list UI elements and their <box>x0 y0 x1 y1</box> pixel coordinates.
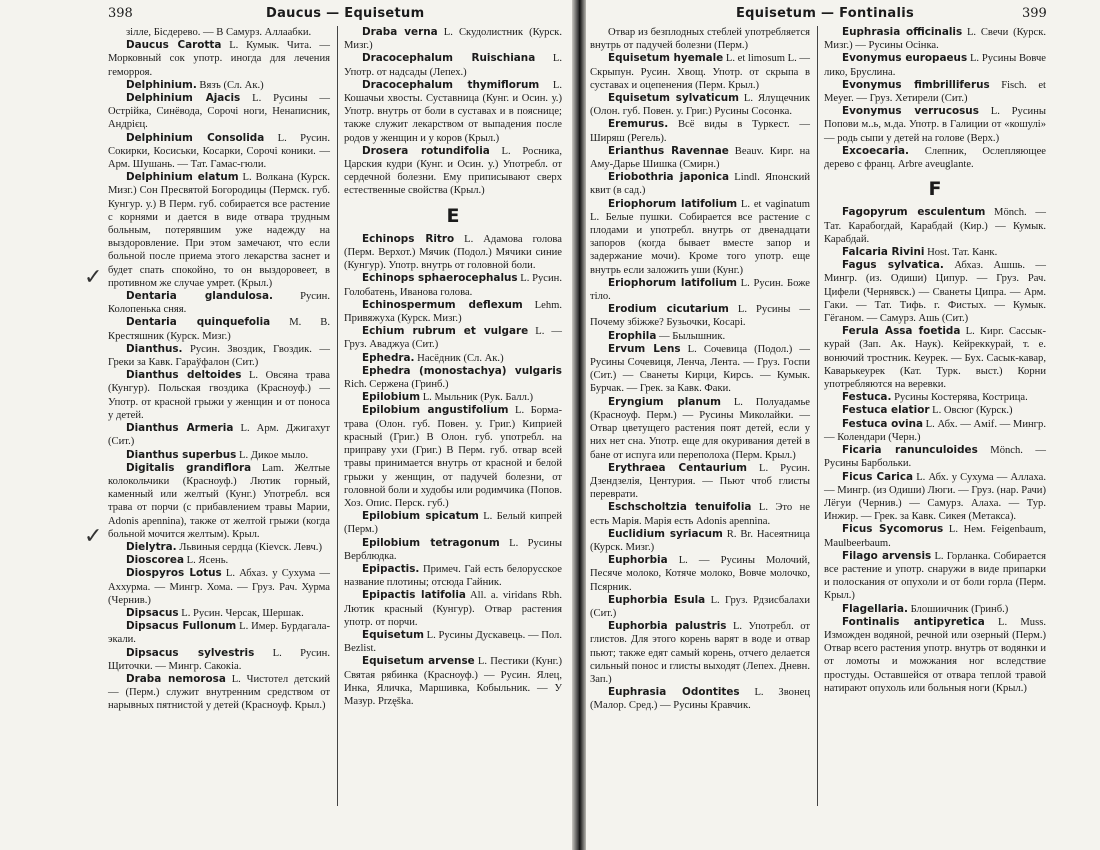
entry-text: Русин. Колопенька сняя. <box>108 291 330 316</box>
entry-headword: Dioscorea <box>126 554 184 567</box>
entry-text: Абхаз. Ашшь. — Мингр. (из. Одиши) Ципур. — Груз. Рач. Цифели (Чернявск.) — Сванеты Ципра. — Арм. Гаки. — Тат. Тифь. г. Фистых. — Кумык. Гёганом. — Самурз. Ашь (Сит.) <box>824 260 1046 325</box>
entry-text: Fisch. et Meyer. — Груз. Хетирели (Сит.) <box>824 79 1046 105</box>
entry-headword: Eremurus. <box>608 118 669 131</box>
entry-headword: Ervum Lens <box>608 342 681 355</box>
running-head-left: Daucus — Equisetum <box>266 6 425 21</box>
entry-text: L. Ясень. <box>186 555 229 567</box>
entry-text: L. Абхаз. у Сухума — Аххурма. — Мингр. Хома. — Груз. Рач. Хурма (Чернив.) <box>108 568 330 606</box>
entry-headword: Dipsacus <box>126 606 179 619</box>
dictionary-entry <box>590 330 810 343</box>
entry-headword: Dianthus superbus <box>126 448 237 461</box>
entry-headword: Evonymus europaeus <box>842 52 968 65</box>
dictionary-entry <box>108 290 330 316</box>
entry-text: L. Muss. Изможден водяной, речной или озерный (Перм.) Отвар всего растения употр. внутрь от водянки и от ломоты и можжания ног вследствие простуды. Оставшейся от отвара теплой травой натирают опухоль или больныя ноги (Крыл.) <box>824 616 1046 694</box>
dictionary-entry <box>590 26 810 52</box>
entry-text: Львиныя сердца (Кievск. Левч.) <box>179 541 322 553</box>
dictionary-entry <box>824 471 1046 524</box>
entry-headword: Dielytra. <box>126 540 177 553</box>
dictionary-entry <box>344 79 562 145</box>
dictionary-entry <box>344 26 562 52</box>
dictionary-entry <box>824 246 1046 259</box>
entry-headword: Echium rubrum et vulgare <box>362 325 529 338</box>
entry-headword: Drosera rotundifolia <box>362 144 490 157</box>
dictionary-entry <box>590 198 810 277</box>
entry-text: L. et limosum L. — Скрыпун. Русин. Хвощ. Употр. от скрыпа в суставах и оцепенения (Перм. Крыл.) <box>590 53 811 91</box>
entry-text: L. Абх. у Сухума — Аллаха. — Мингр. (из Одиши) Люги. — Груз. (нар. Рачи) Лёгуи (Чернив.) — Самурз. Алаха. — Тур. Инжир. — Грек. за Кавк. Сикея (Метакса). <box>824 471 1046 523</box>
dictionary-entry <box>590 343 810 396</box>
entry-headword: Ephedra. <box>362 351 415 364</box>
entry-headword: Euclidium syriacum <box>608 527 723 540</box>
dictionary-entry <box>108 79 330 92</box>
dictionary-entry <box>590 52 810 92</box>
entry-text: L. Кумык. Чита. — Морковный сок употр. иногда для лечения геморроя. <box>108 40 330 78</box>
dictionary-entry <box>344 629 562 655</box>
column-divider <box>337 26 338 806</box>
entry-headword: Dianthus Armeria <box>126 422 234 435</box>
entry-text: L. Русины Попови м..ь, м.да. Употр. в Галиции от «кошулі» — родь сыпи у детей на голове (Верх.) <box>824 106 1046 144</box>
entry-text: M. B. Крестяшник (Курск. Мизг.) <box>108 317 330 342</box>
entry-text: L. Русин. Боже тіло. <box>590 277 810 303</box>
dictionary-entry <box>108 422 330 448</box>
dictionary-entry <box>108 132 330 172</box>
dictionary-entry <box>108 607 330 620</box>
dictionary-entry <box>590 145 810 171</box>
dictionary-entry <box>590 686 810 712</box>
dictionary-entry <box>590 171 810 197</box>
entry-text: L. Употребл. от глистов. Для этого корень варят в воде и отвар пьют; также едят самый корень, отчего делается сильный понос и глисты выходят (Лепех. Дневн. Зап.) <box>590 621 810 685</box>
dictionary-entry <box>824 105 1046 145</box>
entry-headword: Dentaria glandulosa. <box>126 290 273 303</box>
entry-headword: Euphorbia <box>608 554 668 567</box>
handwritten-check-mark: ✓ <box>84 265 103 290</box>
entry-headword: Erianthus Ravennae <box>608 144 729 157</box>
entry-text: Lehm. Привяжуха (Курск. Мизг.) <box>344 299 562 325</box>
entry-headword: Eryngium planum <box>608 395 722 408</box>
entry-text: Rich. Сержена (Гринб.) <box>344 379 449 391</box>
dictionary-entry <box>590 620 810 686</box>
entry-text: L. Русин. Дзендзелія, Центурия. — Пьют чтоб глисты переврати. <box>590 462 810 501</box>
entry-text: L. Груз. Рдзисбалахи (Сит.) <box>590 594 811 619</box>
right-column-2 <box>824 26 1046 695</box>
dictionary-entry <box>590 118 810 144</box>
entry-text: — Былышник. <box>659 330 726 342</box>
entry-headword: Evonymus fimbrilliferus <box>842 78 990 91</box>
entry-text: L. Мыльник (Рук. Балл.) <box>422 392 534 404</box>
entry-headword: Festuca. <box>842 391 892 404</box>
dictionary-entry <box>344 352 562 365</box>
entry-headword: Dianthus. <box>126 342 183 355</box>
dictionary-entry <box>590 92 810 118</box>
dictionary-entry <box>590 277 810 303</box>
entry-text: L. Кирг. Сассык-курай (Зап. Ак. Наук). Кейреккурай, т. е. вонючий тростник. Кеурек. — Бух. Сасык-кавар, Каварькеурек (Кат. Турк. выст.) Корни употребляются на веревки. <box>824 326 1046 391</box>
entry-text: L. Русины Вовче лико, Бруслина. <box>824 53 1046 78</box>
entry-headword: Eriobothria japonica <box>608 171 730 184</box>
entry-text: Слепник, Ослепляющее дерево с франц. Arbre aveuglante. <box>824 145 1046 171</box>
column-divider <box>817 26 818 806</box>
entry-text: зілле, Бісдерево. — В Самурз. Аллаабки. <box>126 27 312 38</box>
dictionary-entry <box>108 673 330 713</box>
dictionary-entry <box>108 26 330 39</box>
page-number-right: 399 <box>1022 6 1047 21</box>
entry-headword: Eschscholtzia tenuifolia <box>608 501 752 514</box>
dictionary-entry <box>590 528 810 554</box>
entry-headword: Erophila <box>608 329 657 342</box>
entry-headword: Fagus sylvatica. <box>842 259 944 272</box>
entry-text: L. Пестики (Кунг.) Святая рябинка (Красноуф.) — Русин. Ялец, Инка, Яличка, Маршивка, Кобыльник. — У Мазур. Przęška. <box>344 656 562 707</box>
entry-text: L. Горланка. Собирается все растение и употр. снаружи в виде припарки и полоскания от опухоли и от боли горла (Перм. Крыл.) <box>824 550 1047 602</box>
entry-text: L. Русин. Щиточки. — Мингр. Сакокіа. <box>108 647 330 672</box>
left-column-2 <box>344 26 562 708</box>
dictionary-entry <box>824 523 1046 549</box>
dictionary-entry <box>824 26 1046 52</box>
entry-headword: Delphinium elatum <box>126 171 239 184</box>
dictionary-entry <box>344 272 562 298</box>
entry-headword: Draba verna <box>362 26 438 38</box>
entry-headword: Echinops sphaerocephalus <box>362 272 518 285</box>
dictionary-entry <box>108 462 330 541</box>
dictionary-entry <box>344 655 562 708</box>
dictionary-entry <box>108 171 330 290</box>
entry-headword: Daucus Carotta <box>126 39 222 52</box>
entry-headword: Euphorbia Esula <box>608 593 706 606</box>
entry-headword: Equisetum hyemale <box>608 52 724 65</box>
entry-headword: Flagellaria. <box>842 602 908 615</box>
section-letter: F <box>928 178 942 201</box>
dictionary-entry <box>590 462 810 502</box>
entry-text: L. Борма-трава (Олон. губ. Повен. у. Григ.) Киприей красный (Григ.) В Олон. губ. употребл. на приправу ухи (Григ.) В Перм. губ. отвар всей травы принимается внутрь от красной и белой грыжи у женщин, от падучей болезни, от головной боли и худобы или родимчика (Попов. Хоз. Опис. Перск. губ.) <box>344 405 562 509</box>
dictionary-entry <box>344 145 562 198</box>
entry-headword: Dipsacus Fullonum <box>126 620 237 633</box>
dictionary-entry <box>344 391 562 404</box>
dictionary-entry <box>824 616 1046 695</box>
dictionary-entry <box>344 510 562 536</box>
entry-text: L. Употр. от надсады (Лепех.) <box>344 53 562 78</box>
entry-text: Русины Костерява, Кострица. <box>894 392 1028 404</box>
entry-headword: Epilobium tetragonum <box>362 536 500 549</box>
entry-headword: Fagopyrum esculentum <box>842 206 986 219</box>
entry-text: L. Кошачьи хвосты. Суставница (Кунг. и Осин. у.) Употр. внутрь от боли в суставах и в пояснице; также служит лекарством от выпадения после родов у женщин и у коров (Крыл.) <box>344 79 562 144</box>
entry-text: L. Овсюг (Курск.) <box>932 405 1013 417</box>
entry-text: L. Росника, Царския кудри (Кунг. и Осин. у.) Употребл. от сердечной болезни. Ему приписывают сверх естественные свойства (Крыл.) <box>344 145 562 197</box>
dictionary-entry <box>824 206 1046 246</box>
dictionary-entry <box>590 396 810 462</box>
entry-text: Mönch. — Русины Барбольки. <box>824 445 1047 470</box>
entry-headword: Eriophorum latifolium <box>608 197 738 210</box>
entry-text: Отвар из безплодных стеблей употребляется внутрь от падучей болезни (Перм.) <box>590 27 810 52</box>
dictionary-entry <box>824 550 1046 603</box>
entry-text: Вязъ (Сл. Ак.) <box>199 79 264 91</box>
entry-headword: Eriophorum latifolium <box>608 276 737 289</box>
entry-text: L. Русины — Острійка, Синёвода, Сорочі ноги, Ненаписник, Андрієц. <box>108 93 330 131</box>
dictionary-entry <box>824 325 1046 391</box>
entry-headword: Ephedra (monostachya) vulgaris <box>362 364 562 377</box>
entry-text: R. Br. Насеятница (Курск. Мизг.) <box>590 528 810 553</box>
dictionary-entry <box>344 589 562 629</box>
page-number-left: 398 <box>108 6 133 21</box>
entry-headword: Erodium cicutarium <box>608 303 729 316</box>
dictionary-entry <box>344 52 562 78</box>
entry-text: L. — Русины Молочий, Песяче молоко, Котяче молоко, Вовче молочко, Псярник. <box>590 555 810 593</box>
entry-headword: Equisetum arvense <box>362 655 475 668</box>
dictionary-entry <box>108 647 330 673</box>
entry-text: L. Русины Дускавець. — Пол. Bezlist. <box>344 629 562 655</box>
dictionary-entry <box>590 554 810 594</box>
section-letter: E <box>446 204 460 227</box>
entry-text: L. Сочевица (Подол.) — Русины Сочевиця, Ленча, Лента. — Груз. Госпи (Сит.) — Сванеты Кирци, Кирсь. — Кумык. Бурчак. — Грек. за Кавк. Факи. <box>590 343 811 395</box>
entry-headword: Erythraea Centaurium <box>608 461 747 474</box>
dictionary-entry <box>824 52 1046 78</box>
dictionary-entry <box>108 541 330 554</box>
entry-headword: Falcaria Rivini <box>842 246 925 259</box>
entry-headword: Euphrasia officinalis <box>842 26 963 38</box>
dictionary-entry <box>824 145 1046 171</box>
dictionary-entry <box>108 92 330 132</box>
dictionary-entry <box>824 418 1046 444</box>
left-column-1 <box>108 26 330 713</box>
entry-text: L. Дикое мыло. <box>239 449 309 461</box>
entry-headword: Diospyros Lotus <box>126 567 222 580</box>
entry-text: All. a. viridans Rbh. Лютик красный (Кунгур). Отвар растения употр. от порчи. <box>344 590 562 628</box>
entry-text: L. Белый кипрей (Перм.) <box>344 511 562 536</box>
entry-headword: Fontinalis antipyretica <box>842 615 985 628</box>
entry-text: L. Русин. Голобатень, Иванова голова. <box>344 273 562 298</box>
entry-headword: Dianthus deltoides <box>126 369 242 382</box>
entry-text: L. Арм. Джигахут (Сит.) <box>108 423 331 448</box>
entry-headword: Draba nemorosa <box>126 672 226 685</box>
dictionary-entry <box>824 79 1046 105</box>
dictionary-entry <box>824 444 1046 470</box>
entry-text: Lam. Желтые колокольчики (Красноуф.) Лютик горный, каменный или желтый (Кунг.) Употребл. вся трава от порчи (с прибавлением травы Марии, Adonis apennina), также от желтой грыжи (когда больной мочится желтым). Крыл. <box>108 462 330 540</box>
entry-text: L. Чистотел детский — (Перм.) служит внутренним средством от нарывных пятнистой у детей (Красноуф. Крыл.) <box>108 673 330 712</box>
entry-headword: Delphinium Ajacis <box>126 92 241 105</box>
dictionary-entry <box>108 39 330 79</box>
handwritten-check-mark: ✓ <box>84 524 103 549</box>
entry-headword: Epilobium angustifolium <box>362 404 509 417</box>
entry-headword: Delphinium Consolida <box>126 131 265 144</box>
entry-text: Host. Тат. Канк. <box>927 247 998 259</box>
dictionary-entry <box>824 259 1046 325</box>
entry-headword: Epilobium spicatum <box>362 510 479 523</box>
entry-text: L. Русины — Почему збіжже? Бузьочки, Косарі. <box>590 304 811 329</box>
entry-headword: Filago arvensis <box>842 549 932 562</box>
entry-text: L. Звонец (Малор. Сред.) — Русины Кравчик. <box>590 687 810 712</box>
dictionary-entry <box>344 325 562 351</box>
entry-headword: Delphinium. <box>126 78 197 91</box>
entry-headword: Echinospermum deflexum <box>362 298 523 311</box>
entry-text: L. Скудолистник (Курск. Мизг.) <box>344 27 562 52</box>
entry-headword: Festuca elatior <box>842 404 930 417</box>
dictionary-entry <box>344 404 562 510</box>
dictionary-entry <box>590 594 810 620</box>
entry-headword: Dipsacus sylvestris <box>126 646 255 659</box>
entry-text: Русин. Звоздик, Гвоздик. — Греки за Кавк. Гараўфалон (Сит.) <box>108 343 330 369</box>
entry-headword: Ficus Sycomorus <box>842 523 944 536</box>
entry-headword: Dracocephalum Ruischiana <box>362 52 536 65</box>
dictionary-entry <box>590 501 810 527</box>
entry-text: Насёдник (Сл. Ак.) <box>417 352 504 364</box>
entry-headword: Epipactis latifolia <box>362 589 466 602</box>
book-gutter <box>572 0 586 850</box>
dictionary-entry <box>108 343 330 369</box>
right-column-1 <box>590 26 810 713</box>
dictionary-entry <box>590 303 810 329</box>
entry-text: L. Это не есть Марія. Марія есть Adonis apennina. <box>590 502 810 527</box>
entry-text: L. Волкана (Курск. Мизг.) Сон Пресвятой Богородицы (Пермск. губ. Кунгур. у.) В Перм. губ. собирается все растение с корнями и дается в виде отвара трудным больным, потерявшим уже надежду на выздоровление. При этом замечают, что если больной после приема этого лекарства заснет и будет спать спокойно, то он выздоровеет, в противном же случае умрет. (Крыл.) <box>108 172 330 289</box>
entry-text: L. Абх. — Амif. — Мингр. — Колендари (Черн.) <box>824 418 1046 443</box>
entry-headword: Ficus Carica <box>842 470 914 483</box>
running-head-right: Equisetum — Fontinalis <box>736 6 915 21</box>
entry-text: L. Русин. Черсак, Шершак. <box>181 607 304 619</box>
entry-headword: Echinops Ritro <box>362 232 455 245</box>
dictionary-entry <box>344 563 562 589</box>
entry-headword: Euphrasia Odontites <box>608 686 740 699</box>
dictionary-entry <box>108 316 330 342</box>
entry-headword: Epilobium <box>362 391 421 404</box>
entry-text: L. — Груз. Авaджуа (Сит.) <box>344 326 562 351</box>
entry-text: Примеч. Гай есть белорусское название плотины; отсюда Гайник. <box>344 563 563 589</box>
entry-text: Lindl. Японский квит (в сад.) <box>590 172 810 197</box>
dictionary-entry <box>108 449 330 462</box>
right-page <box>586 0 1100 850</box>
entry-headword: Dentaria quinquefolia <box>126 316 271 329</box>
entry-headword: Festuca ovina <box>842 417 923 430</box>
entry-text: L. Адамова голова (Перм. Верхот.) Мячик (Подол.) Мячики синие (Кунгур). Употр. внутрь от головной боли. <box>344 233 562 272</box>
entry-text: L. Ялущечник (Олон. губ. Повен. у. Григ.) Русины Сосонка. <box>590 93 810 118</box>
entry-text: L. Свечи (Курск. Мизг.) — Русины Осінка. <box>824 27 1046 52</box>
entry-text: L. Русин. Сокирки, Косиськи, Косарки, Сорочі коники. — Арм. Шушань. — Тат. Гамас-гюли. <box>108 132 330 171</box>
dictionary-entry <box>344 537 562 563</box>
entry-headword: Digitalis grandiflora <box>126 461 252 474</box>
dictionary-entry <box>344 365 562 391</box>
entry-text: L. Нем. Feigenbaum, Maulbeerbaum. <box>824 524 1046 549</box>
entry-headword: Dracocephalum thymiflorum <box>362 78 540 91</box>
entry-text: Beauv. Кирг. на Аму-Дарье Шишка (Смирн.) <box>590 145 810 171</box>
entry-text: Всё виды в Туркест. — Ширяш (Регель). <box>590 119 810 144</box>
entry-headword: Excoecaria. <box>842 144 909 157</box>
entry-headword: Euphorbia palustris <box>608 620 727 633</box>
entry-headword: Ferula Assa foetida <box>842 325 961 338</box>
entry-text: Mönch. — Тат. Карабогдай, Карабдай (Кир.) — Кумык. Карабдай. <box>824 207 1046 245</box>
dictionary-entry <box>824 603 1046 616</box>
entry-headword: Equisetum <box>362 628 424 641</box>
entry-text: L. et vaginatum L. Белые пушки. Собирается все растение с плодами и употребл. внутрь от двенадцати запоров (когда бывает вместе запор и задержание мочи). Кроме того употр. еще внутрь если заложить уши (Кунг.) <box>590 198 810 276</box>
dictionary-entry <box>108 369 330 422</box>
dictionary-entry <box>344 299 562 325</box>
entry-text: L. Русины Верблюдка. <box>344 537 562 562</box>
entry-headword: Equisetum sylvaticum <box>608 92 740 105</box>
entry-text: Блошиичник (Гринб.) <box>910 603 1009 615</box>
entry-headword: Epipactis. <box>362 562 420 575</box>
dictionary-entry <box>344 233 562 273</box>
dictionary-entry <box>824 391 1046 404</box>
entry-headword: Evonymus verrucosus <box>842 105 979 118</box>
entry-headword: Ficaria ranunculoides <box>842 444 978 457</box>
entry-text: L. Овсяна трава (Кунгур). Польская гвоздика (Красноуф.) — Употр. от красной грыжи у женщин и от поноса у детей. <box>108 370 330 421</box>
dictionary-entry <box>108 554 330 567</box>
dictionary-entry <box>108 567 330 607</box>
entry-text: L. Имер. Бурдагала-экали. <box>108 621 330 646</box>
dictionary-entry <box>824 404 1046 417</box>
dictionary-entry <box>108 620 330 646</box>
entry-text: L. Полуадамье (Красноуф. Перм.) — Русины Миколайки. — Отвар цветущего растения поят детей, если у них нет сна. Употр. еще для окуривания детей в бане от испуга или переполоха (Перм. Крыл.) <box>590 396 810 461</box>
